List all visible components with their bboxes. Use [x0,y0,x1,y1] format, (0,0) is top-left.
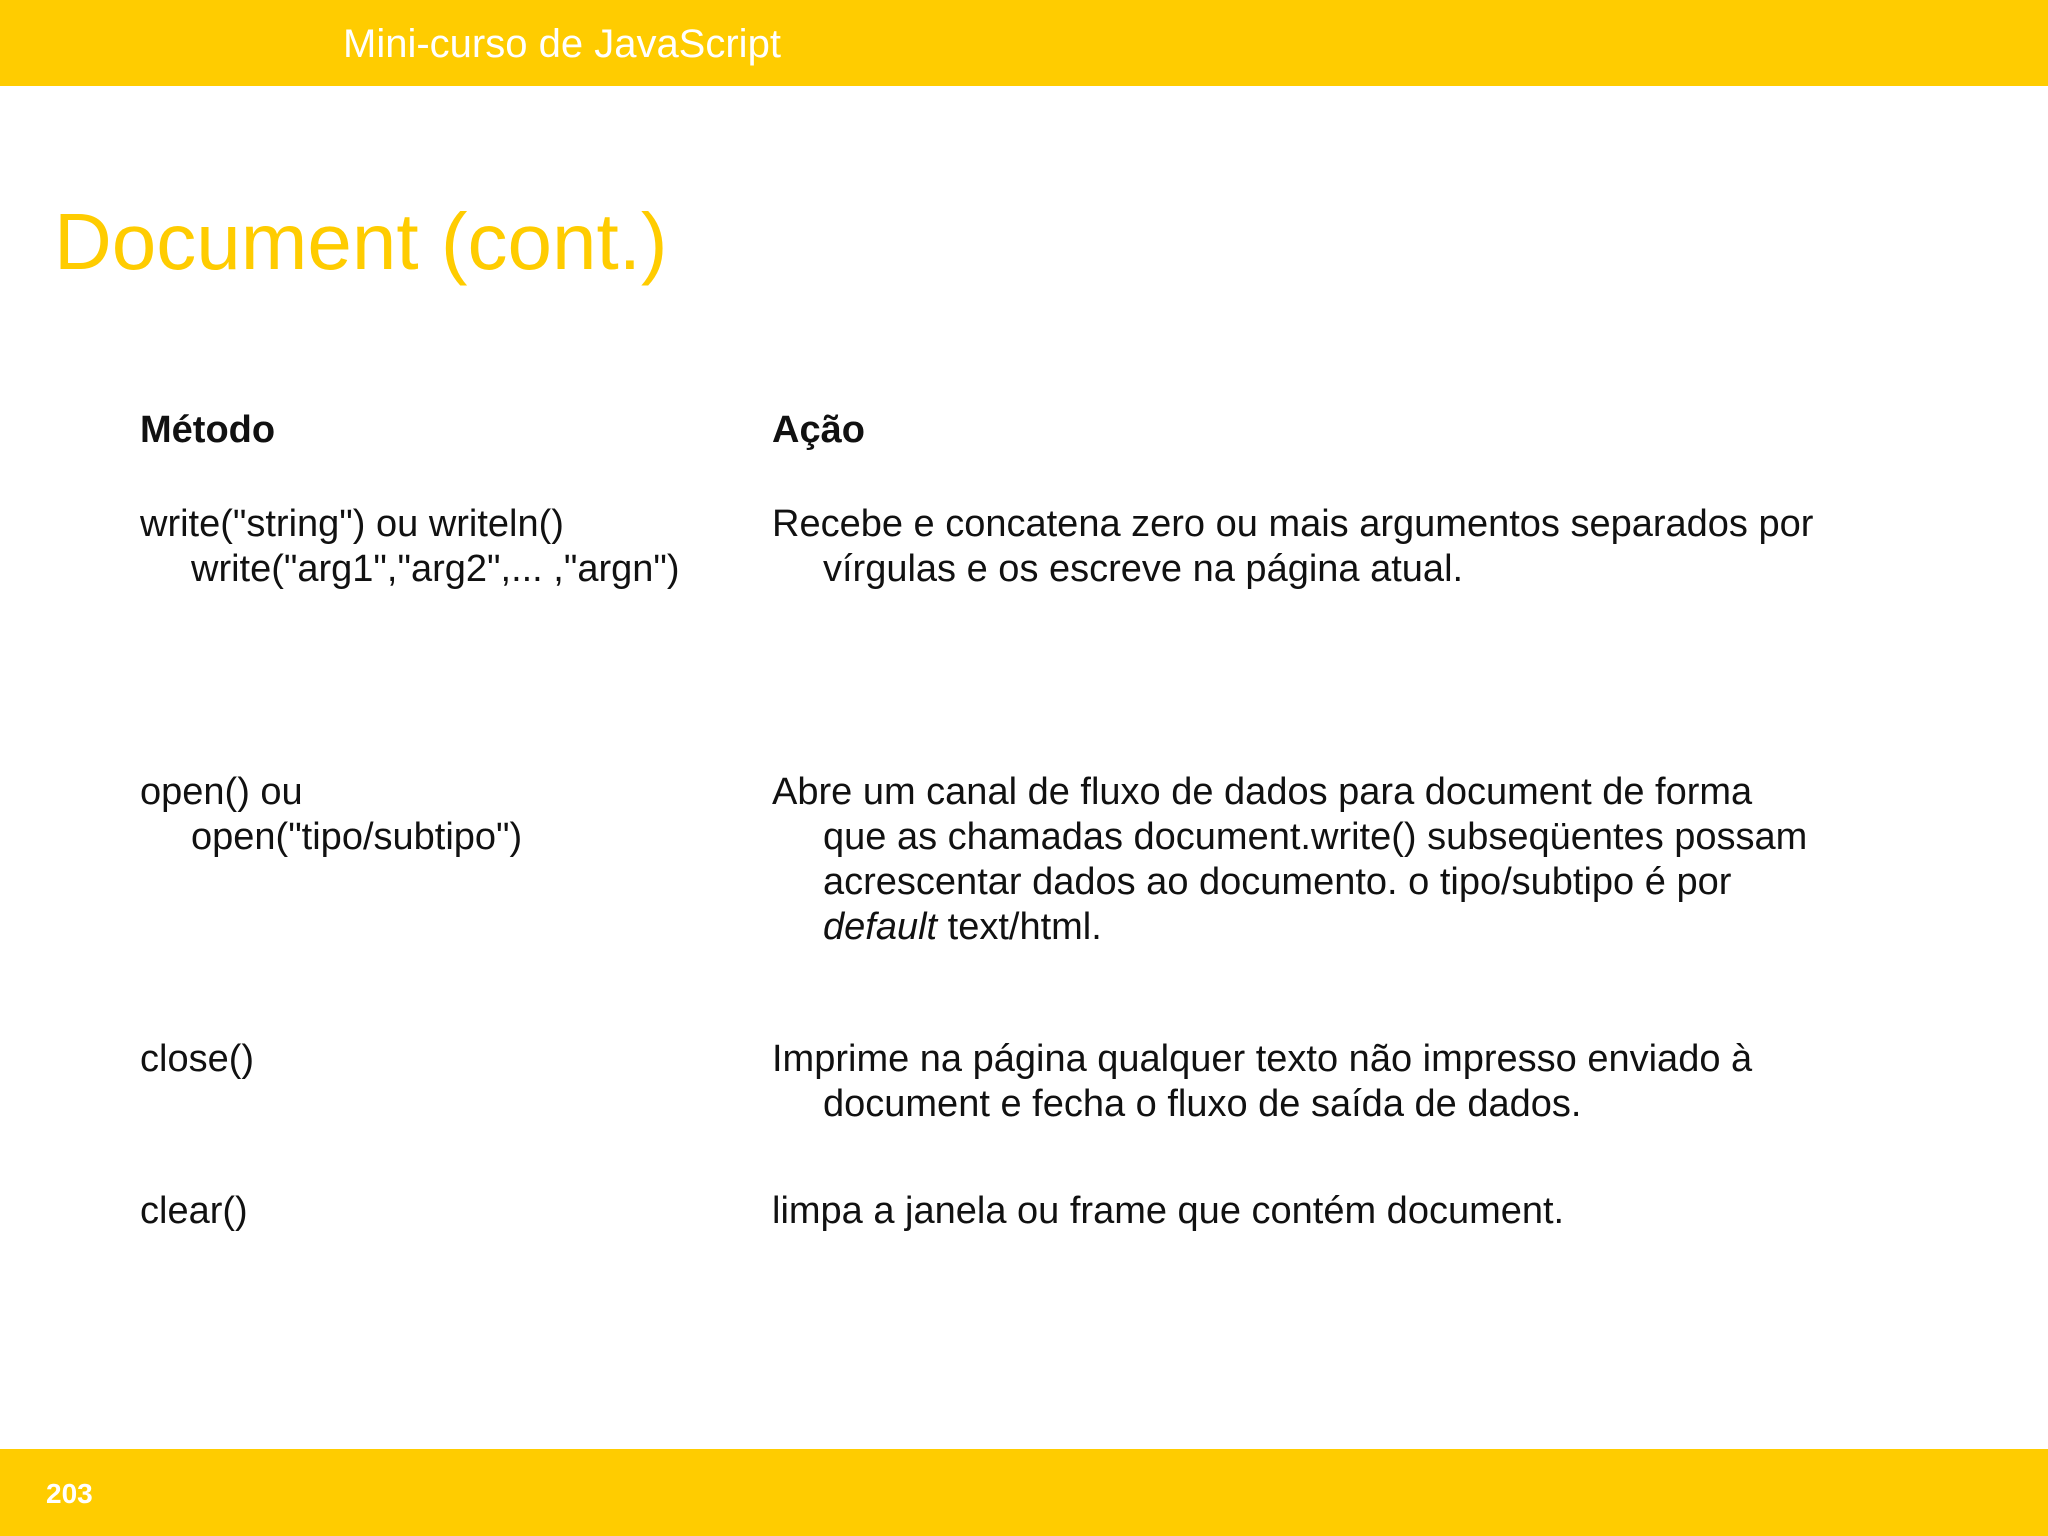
action-cell-clear [772,1189,1922,1234]
footer-bar [0,1449,2048,1536]
action-text: Recebe e concatena zero ou mais argumentos separados por [772,503,1814,545]
action-column-header: Ação [772,409,865,451]
method-cell-close [140,1037,740,1082]
slide-title: Document (cont.) [54,197,668,286]
action-text: document e fecha o fluxo de saída de dados. [823,1083,1582,1125]
action-cell-close [772,1037,1922,1127]
action-text: Abre um canal de fluxo de dados para document de forma [772,771,1753,813]
action-text-line [772,905,1922,950]
method-text: clear() [140,1190,248,1232]
action-text: que as chamadas document.write() subseqüentes possam [823,816,1808,858]
method-cell-open [140,770,740,860]
action-text: acrescentar dados ao documento. o tipo/subtipo é por [823,861,1732,903]
action-text: vírgulas e os escreve na página atual. [823,548,1464,590]
method-cell-clear [140,1189,740,1234]
method-text: close() [140,1038,255,1080]
method-cell-write [140,502,740,592]
course-title: Mini-curso de JavaScript [343,22,781,66]
action-text: text/html. [937,906,1102,948]
action-cell-open [772,770,1922,950]
method-text: open() ou [140,771,303,813]
method-column-header: Método [140,409,276,451]
action-cell-write [772,502,1922,592]
method-text: write("arg1","arg2",... ,"argn") [191,548,680,590]
action-text: Imprime na página qualquer texto não impresso enviado à [772,1038,1753,1080]
header-bar [0,0,2048,86]
action-text: limpa a janela ou frame que contém document. [772,1190,1565,1232]
default-italic-text: default [823,906,938,948]
method-text: open("tipo/subtipo") [191,816,523,858]
method-text: write("string") ou writeln() [140,503,564,545]
page-number: 203 [46,1478,93,1509]
